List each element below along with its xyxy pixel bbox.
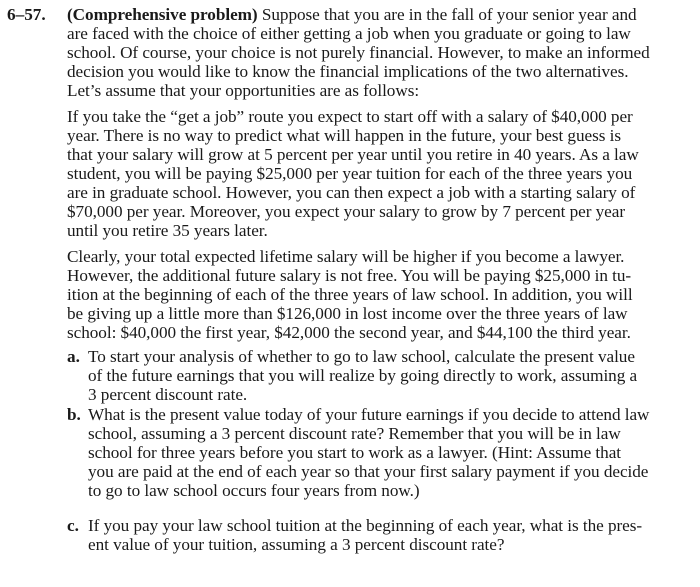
para3-line-2: ition at the beginning of each of the three years of law school. In addition, you will [67,285,633,304]
part-b-line-1: school, assuming a 3 percent discount rate? Remember that you will be in law [88,424,621,443]
part-b-line-4: to go to law school occurs four years from now.) [88,481,420,500]
part-b-line-0: What is the present value today of your future earnings if you decide to attend law [88,405,650,424]
para2-line-2: that your salary will grow at 5 percent per year until you retire in 40 years. As a law [67,145,639,164]
problem-title: (Comprehensive problem) [67,5,258,24]
part-a-line-1: of the future earnings that you will realize by going directly to work, assuming a [88,366,638,385]
part-a-line-2: 3 percent discount rate. [88,385,248,404]
para2-line-4: are in graduate school. However, you can then expect a job with a starting salary of [67,183,636,202]
para2-line-6: until you retire 35 years later. [67,221,268,240]
part-b-label: b. [67,405,81,424]
intro-line-4: Let’s assume that your opportunities are as follows: [67,81,420,100]
para2-line-3: student, you will be paying $25,000 per year tuition for each of the three years you [67,164,633,183]
para3-line-0: Clearly, your total expected lifetime salary will be higher if you become a lawyer. [67,247,625,266]
intro-line-1: are faced with the choice of either getting a job when you graduate or going to law [67,24,631,43]
para2-line-1: year. There is no way to predict what will happen in the future, your best guess is [67,126,621,145]
intro-line-3: decision you would like to know the financial implications of the two alternatives. [67,62,629,81]
intro-line-0: Suppose that you are in the fall of your senior year and [257,5,637,24]
part-b-line-2: school for three years before you start to work as a lawyer. (Hint: Assume that [88,443,622,462]
intro-line [67,5,637,24]
part-c-line-0: If you pay your law school tuition at the beginning of each year, what is the pres- [88,516,643,535]
problem-number: 6–57. [7,5,46,24]
para3-line-3: be giving up a little more than $126,000 in lost income over the three years of law [67,304,628,323]
para3-line-1: However, the additional future salary is not free. You will be paying $25,000 in tu- [67,266,632,285]
part-c-line-1: ent value of your tuition, assuming a 3 percent discount rate? [88,535,505,554]
para2-line-5: $70,000 per year. Moreover, you expect your salary to grow by 7 percent per year [67,202,626,221]
part-a-label: a. [67,347,80,366]
para2-line-0: If you take the “get a job” route you expect to start off with a salary of $40,000 per [67,107,633,126]
part-b-line-3: you are paid at the end of each year so that your first salary payment if you decide [88,462,649,481]
part-a-line-0: To start your analysis of whether to go to law school, calculate the present value [88,347,635,366]
para3-line-4: school: $40,000 the first year, $42,000 the second year, and $44,100 the third year. [67,323,631,342]
part-c-label: c. [67,516,79,535]
intro-line-2: school. Of course, your choice is not purely financial. However, to make an informed [67,43,650,62]
